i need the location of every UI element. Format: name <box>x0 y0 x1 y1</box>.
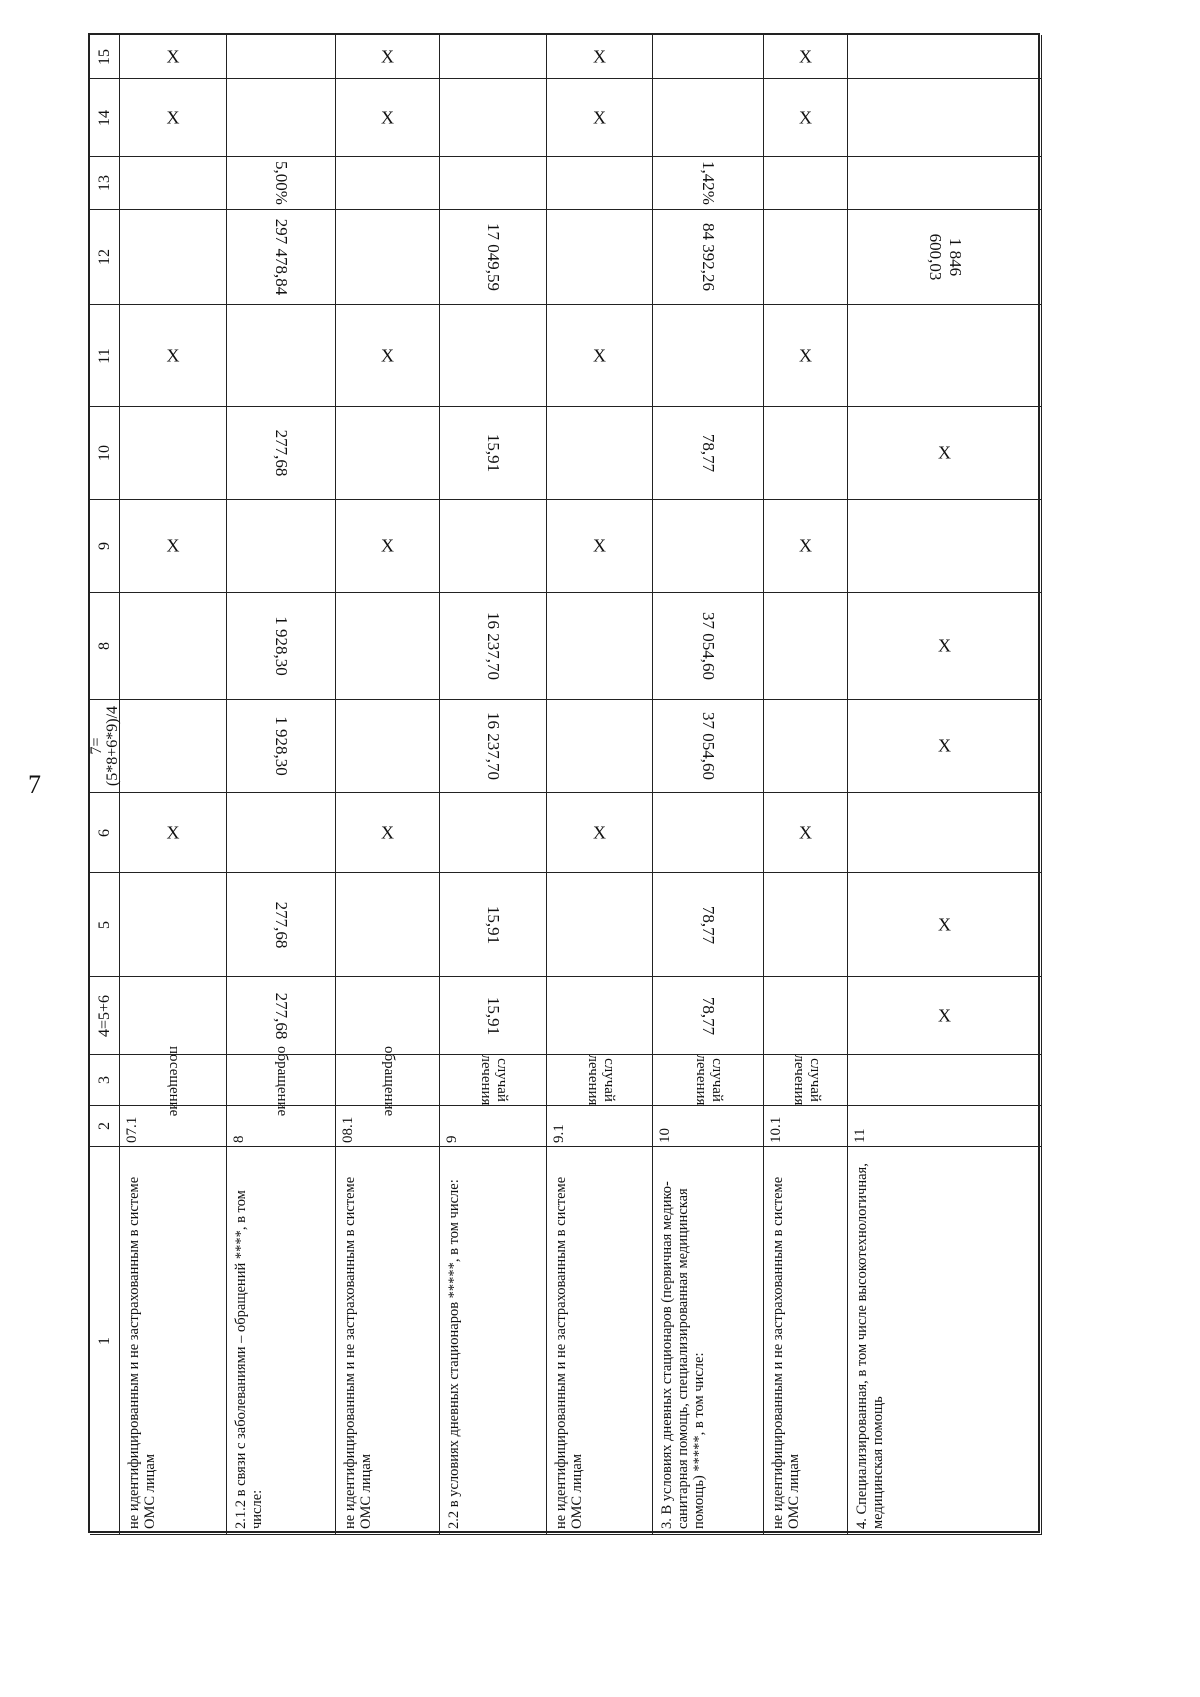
table-cell-r6-c8 <box>653 593 764 700</box>
column-header-5 <box>90 873 120 977</box>
column-header-label: 7= (5*8+6*9)/4 <box>87 705 121 787</box>
column-header-label: 1 <box>95 1336 113 1345</box>
table-cell-r2-c6 <box>227 793 336 873</box>
table-cell-r4-c1 <box>440 1147 547 1535</box>
table-cell-r5-c7 <box>547 700 653 793</box>
table-cell-r6-c4 <box>653 977 764 1055</box>
x-mark: X <box>593 46 606 66</box>
table-cell-r1-c10 <box>120 407 227 500</box>
table-cell-r3-c3 <box>336 1046 440 1117</box>
column-header-1 <box>90 1147 120 1535</box>
value: 297 478,84 <box>272 218 291 296</box>
column-header-7 <box>87 700 121 793</box>
table-cell-r3-c6 <box>336 793 440 873</box>
x-mark: X <box>381 822 394 842</box>
table-cell-r1-c11 <box>120 305 227 407</box>
table-cell-r2-c8 <box>227 593 336 700</box>
table-cell-r6-c1 <box>653 1147 764 1535</box>
value: 277,68 <box>272 901 291 948</box>
table-cell-r6-c12 <box>653 210 764 305</box>
x-mark: X <box>593 535 606 556</box>
table-cell-r7-c5 <box>764 873 848 977</box>
row-label: не идентифицированным и не застрахованным в системе ОМС лицам <box>553 1176 586 1529</box>
x-mark: X <box>938 735 951 756</box>
x-mark: X <box>938 1005 951 1025</box>
table-cell-r8-c1 <box>848 1147 1042 1535</box>
table-cell-r4-c11 <box>440 305 547 407</box>
table-cell-r3-c15 <box>336 35 440 79</box>
table-cell-r6-c10 <box>653 407 764 500</box>
row-label: 4. Специализированная, в том числе высокотехнологичная, медицинская помощь <box>854 1163 887 1529</box>
column-header-14 <box>90 79 120 157</box>
table-cell-r4-c7 <box>440 700 547 793</box>
table-cell-r7-c8 <box>764 593 848 700</box>
table-cell-r3-c4 <box>336 977 440 1055</box>
table-cell-r7-c6 <box>764 793 848 873</box>
table-cell-r1-c15 <box>120 35 227 79</box>
table-cell-r5-c13 <box>547 157 653 210</box>
table-cell-r7-c12 <box>764 210 848 305</box>
table-cell-r5-c11 <box>547 305 653 407</box>
row-label: не идентифицированным и не застрахованным в системе ОМС лицам <box>126 1176 159 1529</box>
column-header-label: 4=5+6 <box>95 994 113 1037</box>
table-cell-r5-c9 <box>547 500 653 593</box>
table-cell-r6-c11 <box>653 305 764 407</box>
table-cell-r2-c9 <box>227 500 336 593</box>
unit-label: обращение <box>380 1046 397 1117</box>
column-header-label: 15 <box>95 48 113 65</box>
value: 277,68 <box>272 992 291 1039</box>
table-cell-r1-c4 <box>120 977 227 1055</box>
table-cell-r5-c3 <box>547 1055 653 1106</box>
table-cell-r4-c14 <box>440 79 547 157</box>
table-cell-r5-c10 <box>547 407 653 500</box>
value: 15,91 <box>484 905 503 944</box>
table-cell-r2-c13 <box>227 157 336 210</box>
value: 1 928,30 <box>272 616 291 676</box>
column-header-4 <box>90 977 120 1055</box>
table-cell-r4-c9 <box>440 500 547 593</box>
table-cell-r6-c6 <box>653 793 764 873</box>
column-header-6 <box>90 793 120 873</box>
table-cell-r1-c7 <box>120 700 227 793</box>
column-header-label: 5 <box>95 920 113 929</box>
table-cell-r1-c13 <box>120 157 227 210</box>
table-cell-r2-c11 <box>227 305 336 407</box>
table-cell-r8-c15 <box>848 35 1042 79</box>
table-cell-r4-c12 <box>440 210 547 305</box>
column-header-label: 14 <box>95 109 113 126</box>
x-mark: X <box>593 345 606 365</box>
table-cell-r4-c5 <box>440 873 547 977</box>
x-mark: X <box>799 345 812 365</box>
column-header-9 <box>90 500 120 593</box>
table-cell-r3-c10 <box>336 407 440 500</box>
table-cell-r7-c11 <box>764 305 848 407</box>
table-cell-r7-c14 <box>764 79 848 157</box>
table-cell-r4-c10 <box>440 407 547 500</box>
x-mark: X <box>593 822 606 842</box>
table-cell-r3-c9 <box>336 500 440 593</box>
table-cell-r8-c14 <box>848 79 1042 157</box>
column-header-label: 6 <box>95 828 113 837</box>
column-header-label: 2 <box>95 1122 113 1130</box>
table-cell-r2-c5 <box>227 873 336 977</box>
unit-label: обращение <box>273 1046 290 1117</box>
row-code: 10.1 <box>768 1116 784 1143</box>
value: 15,91 <box>484 433 503 473</box>
table-cell-r3-c11 <box>336 305 440 407</box>
row-label: 3. В условиях дневных стационаров (первичная медико-санитарная помощь, специализированная медицинская помощь) *****, в том числе: <box>659 1181 708 1529</box>
column-header-3 <box>90 1055 120 1106</box>
table-cell-r7-c7 <box>764 700 848 793</box>
table-cell-r2-c12 <box>227 210 336 305</box>
table-cell-r8-c8 <box>848 593 1042 700</box>
row-code: 10 <box>657 1128 673 1143</box>
table-cell-r5-c4 <box>547 977 653 1055</box>
column-header-15 <box>90 35 120 79</box>
x-mark: X <box>799 107 812 127</box>
table-cell-r6-c15 <box>653 35 764 79</box>
table-cell-r8-c5 <box>848 873 1042 977</box>
x-mark: X <box>381 345 394 365</box>
table-cell-r5-c1 <box>547 1147 653 1535</box>
table-cell-r4-c4 <box>440 977 547 1055</box>
unit-label: случай лечения <box>478 1054 510 1106</box>
table-cell-r6-c13 <box>653 157 764 210</box>
table-cell-r7-c15 <box>764 35 848 79</box>
table-cell-r6-c14 <box>653 79 764 157</box>
table-cell-r7-c4 <box>764 977 848 1055</box>
table-cell-r3-c12 <box>336 210 440 305</box>
table-cell-r6-c5 <box>653 873 764 977</box>
table-cell-r4-c8 <box>440 593 547 700</box>
table-cell-r7-c1 <box>764 1147 848 1535</box>
value: 5,00% <box>272 161 291 205</box>
x-mark: X <box>166 107 180 127</box>
table-cell-r8-c12 <box>848 210 1042 305</box>
table-cell-r1-c3 <box>120 1046 227 1117</box>
table-cell-r3-c8 <box>336 593 440 700</box>
table-cell-r3-c7 <box>336 700 440 793</box>
column-header-8 <box>90 593 120 700</box>
table-cell-r5-c12 <box>547 210 653 305</box>
x-mark: X <box>799 535 812 556</box>
table-cell-r8-c4 <box>848 977 1042 1055</box>
table-cell-r5-c6 <box>547 793 653 873</box>
table-cell-r7-c13 <box>764 157 848 210</box>
value: 78,77 <box>699 996 718 1035</box>
value: 84 392,26 <box>699 223 718 291</box>
value: 15,91 <box>484 996 503 1035</box>
table-cell-r2-c4 <box>227 977 336 1055</box>
table-cell-r2-c7 <box>227 700 336 793</box>
table-cell-r6-c3 <box>653 1055 764 1106</box>
value: 37 054,60 <box>699 612 718 680</box>
x-mark: X <box>381 107 394 127</box>
value: 78,77 <box>699 905 718 944</box>
table-cell-r5-c8 <box>547 593 653 700</box>
row-code: 8 <box>231 1135 247 1143</box>
x-mark: X <box>381 535 394 556</box>
table-cell-r3-c1 <box>336 1147 440 1535</box>
table-cell-r8-c3 <box>848 1055 1042 1106</box>
x-mark: X <box>938 442 951 463</box>
value: 1,42% <box>699 161 718 205</box>
table-cell-r8-c11 <box>848 305 1042 407</box>
table-cell-r2-c3 <box>227 1046 336 1117</box>
row-code: 9 <box>444 1135 460 1143</box>
table-cell-r4-c3 <box>440 1055 547 1106</box>
table-cell-r3-c5 <box>336 873 440 977</box>
table-cell-r7-c3 <box>764 1055 848 1106</box>
value: 277,68 <box>272 429 291 477</box>
table-cell-r8-c2 <box>848 1106 1042 1147</box>
x-mark: X <box>938 914 951 934</box>
row-code: 11 <box>852 1128 868 1143</box>
x-mark: X <box>593 107 606 127</box>
table-cell-r7-c9 <box>764 500 848 593</box>
row-label: 2.2 в условиях дневных стационаров *****, в том числе: <box>446 1179 462 1529</box>
unit-label: случай лечения <box>584 1054 617 1106</box>
column-header-label: 12 <box>95 249 113 265</box>
unit-label: случай лечения <box>693 1054 725 1106</box>
column-header-2 <box>90 1106 120 1147</box>
table-cell-r4-c15 <box>440 35 547 79</box>
table-cell-r8-c6 <box>848 793 1042 873</box>
value: 16 237,70 <box>484 612 503 680</box>
value: 37 054,60 <box>699 712 718 780</box>
rotated-data-table <box>88 33 1040 1533</box>
x-mark: X <box>166 822 180 842</box>
x-mark: X <box>166 46 180 66</box>
table-cell-r2-c10 <box>227 407 336 500</box>
row-label: 2.1.2 в связи с заболеваниями – обращений ****, в том числе: <box>233 1190 266 1529</box>
table-cell-r8-c13 <box>848 157 1042 210</box>
row-code: 9.1 <box>551 1124 567 1143</box>
table-cell-r6-c7 <box>653 700 764 793</box>
column-header-13 <box>90 157 120 210</box>
column-header-12 <box>90 210 120 305</box>
table-cell-r2-c14 <box>227 79 336 157</box>
table-cell-r7-c10 <box>764 407 848 500</box>
x-mark: X <box>799 822 812 842</box>
value: 78,77 <box>699 433 718 473</box>
table-cell-r1-c9 <box>120 500 227 593</box>
row-label: не идентифицированным и не застрахованным в системе ОМС лицам <box>342 1176 375 1529</box>
unit-label: посещение <box>165 1046 182 1117</box>
table-cell-r1-c12 <box>120 210 227 305</box>
page-number: 7 <box>28 770 41 799</box>
value: 1 846 600,03 <box>925 233 965 281</box>
table-cell-r5-c5 <box>547 873 653 977</box>
table-cell-r3-c14 <box>336 79 440 157</box>
table-cell-r2-c1 <box>227 1147 336 1535</box>
unit-label: случай лечения <box>790 1054 823 1106</box>
row-code: 08.1 <box>340 1116 356 1143</box>
x-mark: X <box>381 46 394 66</box>
table-cell-r8-c10 <box>848 407 1042 500</box>
column-header-label: 10 <box>95 445 113 461</box>
table-cell-r4-c13 <box>440 157 547 210</box>
table-cell-r8-c9 <box>848 500 1042 593</box>
column-header-label: 3 <box>95 1076 113 1084</box>
column-header-label: 11 <box>95 347 113 364</box>
value: 17 049,59 <box>484 223 503 291</box>
column-header-11 <box>90 305 120 407</box>
table-cell-r8-c7 <box>848 700 1042 793</box>
column-header-label: 13 <box>95 175 113 191</box>
table-cell-r1-c6 <box>120 793 227 873</box>
x-mark: X <box>938 635 951 656</box>
table-cell-r2-c15 <box>227 35 336 79</box>
x-mark: X <box>166 535 180 556</box>
column-header-label: 9 <box>95 542 113 550</box>
table-cell-r6-c9 <box>653 500 764 593</box>
table-cell-r5-c15 <box>547 35 653 79</box>
column-header-10 <box>90 407 120 500</box>
column-header-label: 8 <box>95 642 113 650</box>
table-cell-r5-c14 <box>547 79 653 157</box>
value: 1 928,30 <box>272 716 291 776</box>
table-cell-r1-c8 <box>120 593 227 700</box>
table-cell-r1-c1 <box>120 1147 227 1535</box>
table-cell-r4-c6 <box>440 793 547 873</box>
table-cell-r3-c13 <box>336 157 440 210</box>
table-cell-r1-c5 <box>120 873 227 977</box>
x-mark: X <box>166 345 180 365</box>
table-cell-r1-c14 <box>120 79 227 157</box>
row-label: не идентифицированным и не застрахованным в системе ОМС лицам <box>770 1176 803 1529</box>
value: 16 237,70 <box>484 712 503 780</box>
row-code: 07.1 <box>124 1116 140 1143</box>
x-mark: X <box>799 46 812 66</box>
